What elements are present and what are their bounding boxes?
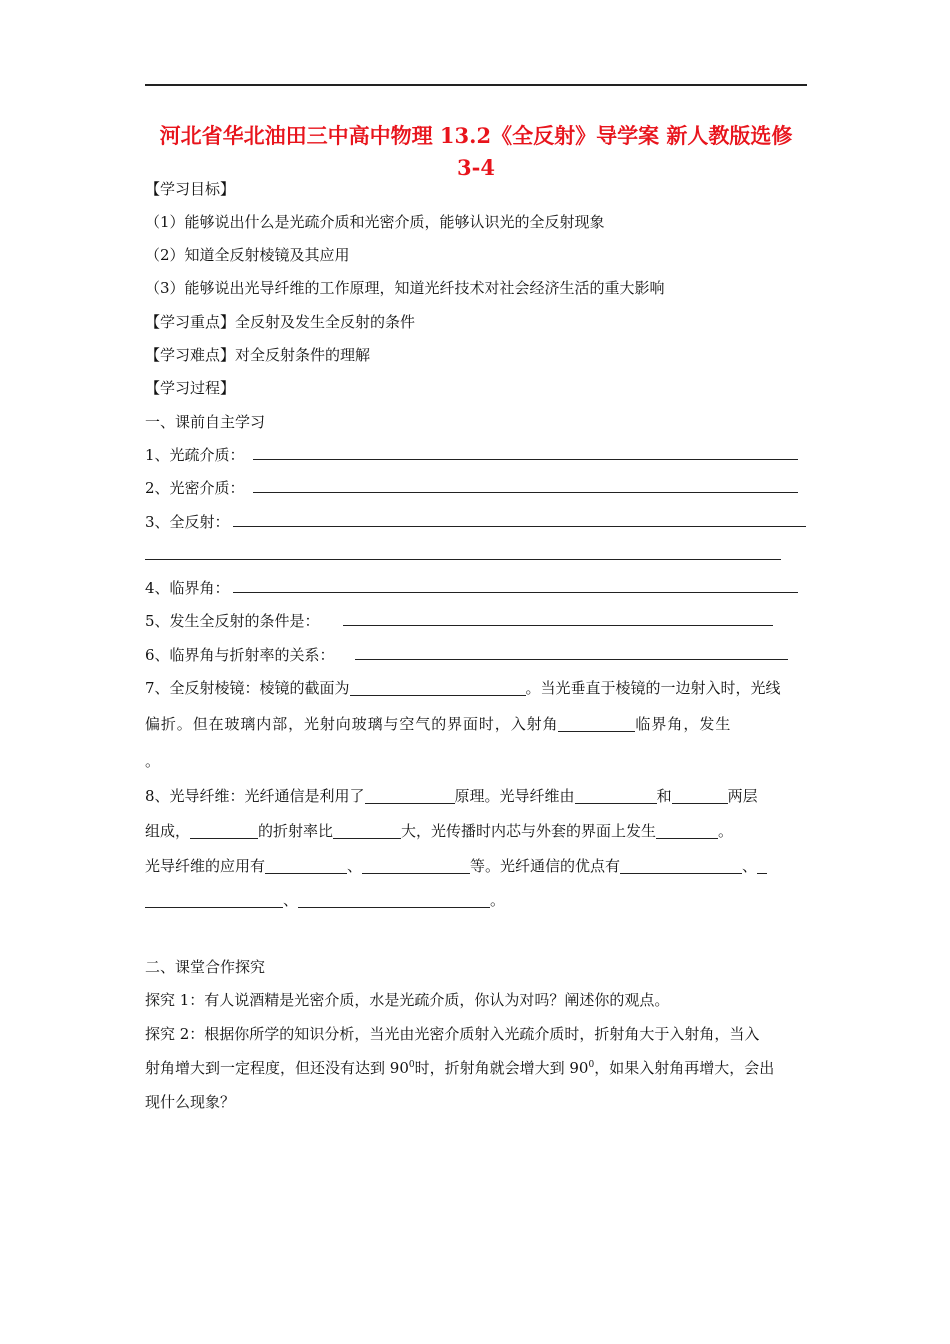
q8-text-f: 的折射率比	[258, 822, 334, 840]
q8-line-3	[145, 855, 767, 876]
goal-item-2: （2）知道全反射棱镜及其应用	[145, 246, 350, 264]
q7-blank-shape[interactable]	[350, 680, 526, 696]
q8-blank-adv-3[interactable]	[298, 892, 490, 908]
q7-line-2	[145, 713, 807, 734]
q7-text-a: 7、全反射棱镜：棱镜的截面为	[145, 679, 350, 697]
header-rule	[145, 84, 807, 86]
explore-2-line-3: 现什么现象？	[145, 1093, 236, 1111]
explore-1: 探究 1：有人说酒精是光密介质，水是光疏介质，你认为对吗？阐述你的观点。	[145, 991, 670, 1009]
q4-answer-line[interactable]	[233, 592, 798, 593]
q8-blank-phenomenon[interactable]	[656, 823, 718, 839]
q8-text-b: 原理。光导纤维由	[454, 787, 575, 805]
section1-heading: 一、课前自主学习	[145, 413, 266, 431]
q8-blank-app-1[interactable]	[265, 858, 347, 874]
q5-answer-line[interactable]	[343, 625, 773, 626]
q8-text-m: 、	[283, 891, 299, 909]
q5-label: 5、发生全反射的条件是：	[145, 612, 320, 630]
explore-2-text-c: 时，折射角就会增大到 90	[414, 1059, 589, 1077]
q4-label: 4、临界角：	[145, 579, 230, 597]
q8-text-k: 等。光纤通信的优点有	[470, 857, 621, 875]
goal-item-1: （1）能够说出什么是光疏介质和光密介质，能够认识光的全反射现象	[145, 213, 605, 231]
q8-blank-outer[interactable]	[333, 823, 401, 839]
q8-text-l: 、	[742, 857, 758, 875]
q7-text-b: 。当光垂直于棱镜的一边射入时，光线	[525, 679, 781, 697]
title-line-1: 河北省华北油田三中高中物理 13.2《全反射》导学案 新人教版选修	[159, 123, 793, 148]
q8-text-g: 大，光传播时内芯与外套的界面上发生	[401, 822, 657, 840]
q7-line-1	[145, 677, 781, 698]
q8-blank-inner[interactable]	[190, 823, 258, 839]
degree-superscript-2: 0	[588, 1060, 595, 1070]
goals-heading: 【学习目标】	[145, 180, 236, 198]
explore-2-text-b: 射角增大到一定程度，但还没有达到 90	[145, 1059, 409, 1077]
q8-blank-adv-2[interactable]	[145, 892, 283, 908]
q7-text-c: 偏折。但在玻璃内部，光射向玻璃与空气的界面时，入射角	[145, 715, 559, 733]
q7-line-3: 。	[145, 752, 161, 770]
q8-text-j: 、	[347, 857, 363, 875]
q8-line-1	[145, 785, 758, 806]
q3-answer-line-1[interactable]	[233, 526, 806, 527]
goal-item-3: （3）能够说出光导纤维的工作原理，知道光纤技术对社会经济生活的重大影响	[145, 279, 665, 297]
title-line-2: 3-4	[457, 155, 495, 180]
difficulty-line: 【学习难点】对全反射条件的理解	[145, 346, 371, 364]
focus-line: 【学习重点】全反射及发生全反射的条件	[145, 313, 416, 331]
degree-superscript-1: 0	[408, 1060, 415, 1070]
q8-blank-app-2[interactable]	[362, 858, 470, 874]
explore-2-text-d: ，如果入射角再增大，会出	[594, 1059, 775, 1077]
q1-label: 1、光疏介质：	[145, 446, 245, 464]
q8-text-a: 8、光导纤维：光纤通信是利用了	[145, 787, 365, 805]
q7-blank-angle[interactable]	[558, 716, 635, 732]
q8-blank-adv-1[interactable]	[620, 858, 742, 874]
q8-line-4	[145, 889, 505, 910]
q8-text-h: 。	[718, 822, 734, 840]
section2-heading: 二、课堂合作探究	[145, 958, 266, 976]
q8-blank-adv-2-start[interactable]	[757, 858, 767, 874]
document-title	[145, 120, 807, 184]
q2-label: 2、光密介质：	[145, 479, 245, 497]
q1-answer-line[interactable]	[253, 459, 798, 460]
explore-2-line-2	[145, 1057, 774, 1078]
q8-text-c: 和	[656, 787, 672, 805]
q8-line-2	[145, 820, 733, 841]
explore-2-line-1: 探究 2：根据你所学的知识分析，当光由光密介质射入光疏介质时，折射角大于入射角，当入	[145, 1025, 760, 1043]
q8-text-e: 组成，	[145, 822, 191, 840]
q3-answer-line-2[interactable]	[145, 559, 781, 560]
q2-answer-line[interactable]	[253, 492, 798, 493]
q8-text-d: 两层	[727, 787, 758, 805]
q8-text-n: 。	[490, 891, 506, 909]
process-heading: 【学习过程】	[145, 379, 236, 397]
q8-blank-core[interactable]	[575, 788, 657, 804]
q6-answer-line[interactable]	[355, 659, 788, 660]
q7-text-d: 临界角，发生	[635, 715, 732, 733]
q8-text-i: 光导纤维的应用有	[145, 857, 266, 875]
q3-label: 3、全反射：	[145, 513, 230, 531]
q8-blank-principle[interactable]	[365, 788, 455, 804]
q8-blank-cladding[interactable]	[672, 788, 728, 804]
q6-label: 6、临界角与折射率的关系：	[145, 646, 335, 664]
